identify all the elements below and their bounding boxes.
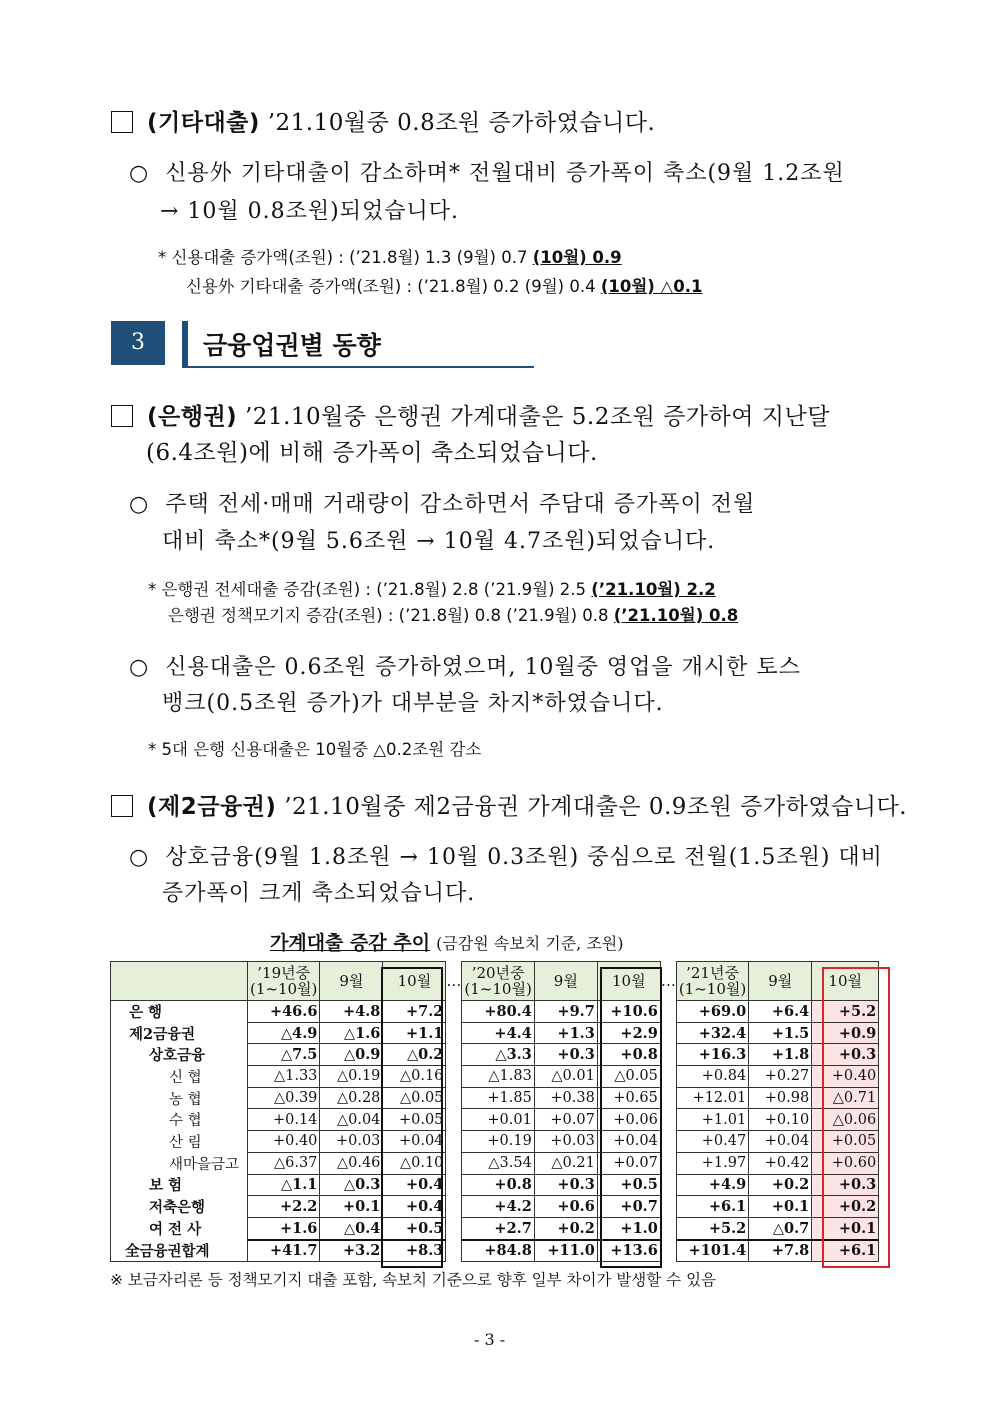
note-other-loans: [186, 273, 702, 297]
para-nonbanks: [111, 788, 907, 821]
table-cell: +0.40: [248, 1131, 320, 1153]
note-emphasis: (’21.10월) 0.8: [613, 606, 739, 625]
table-cell: +8.3: [383, 1240, 446, 1262]
table-row: [111, 1174, 879, 1196]
table-cell: △1.83: [462, 1066, 534, 1088]
table-cell: +0.7: [597, 1196, 660, 1218]
checkbox-square-icon: [111, 795, 133, 817]
table-cell: +0.40: [812, 1066, 879, 1088]
table-cell: +1.85: [462, 1087, 534, 1109]
para-heading: (기타대출): [147, 110, 260, 136]
row-label: 여 전 사: [111, 1217, 248, 1239]
table-cell: +2.2: [248, 1196, 320, 1218]
note-text: * 신용대출 증가액(조원) : (’21.8월) 1.3 (9월) 0.7: [158, 248, 533, 267]
table-cell: +1.97: [676, 1152, 748, 1174]
table-cell: +0.01: [462, 1109, 534, 1131]
para-other-loans: [111, 104, 655, 137]
row-label: 全금융권합계: [111, 1240, 248, 1262]
table-cell: +1.3: [534, 1022, 597, 1044]
table-cell: +0.38: [534, 1087, 597, 1109]
row-label: 수 협: [111, 1109, 248, 1131]
bullet-cont: 뱅크(0.5조원 증가)가 대부분을 차지*하였습니다.: [162, 691, 664, 716]
table-cell: +101.4: [676, 1240, 748, 1262]
table-cell: +4.4: [462, 1022, 534, 1044]
table-cell: +0.2: [812, 1196, 879, 1218]
table-cell: +1.8: [749, 1044, 812, 1066]
table-cell: +0.84: [676, 1066, 748, 1088]
table-cell: △0.05: [383, 1087, 446, 1109]
table-cell: +0.10: [749, 1109, 812, 1131]
table-cell: △3.54: [462, 1152, 534, 1174]
table-cell: △0.19: [320, 1066, 383, 1088]
column-gap: [446, 1087, 462, 1109]
row-label: 상호금융: [111, 1044, 248, 1066]
table-cell: +0.07: [534, 1109, 597, 1131]
table-cell: △0.39: [248, 1087, 320, 1109]
table-cell: +1.1: [383, 1022, 446, 1044]
note-policy-mortgage: [168, 602, 738, 626]
bullet-text: 주택 전세·매매 거래량이 감소하면서 주담대 증가폭이 전월: [165, 492, 756, 517]
table-cell: △1.6: [320, 1022, 383, 1044]
column-gap: [446, 1196, 462, 1218]
table-row: [111, 1240, 879, 1262]
table-cell: +0.4: [383, 1174, 446, 1196]
table-cell: +69.0: [676, 1001, 748, 1023]
table-cell: △0.16: [383, 1066, 446, 1088]
column-gap: [660, 1044, 676, 1066]
table-cell: +7.2: [383, 1001, 446, 1023]
column-gap: [446, 1066, 462, 1088]
table-cell: +16.3: [676, 1044, 748, 1066]
table-cell: +10.6: [597, 1001, 660, 1023]
bullet-cont: → 10월 0.8조원)되었습니다.: [160, 199, 459, 224]
table-cell: +0.05: [383, 1109, 446, 1131]
bullet-text: 상호금융(9월 1.8조원 → 10월 0.3조원) 중심으로 전월(1.5조원) 대비: [165, 845, 883, 870]
column-gap: [660, 1087, 676, 1109]
column-gap: [446, 1131, 462, 1153]
table-cell: +1.0: [597, 1217, 660, 1239]
row-label: 보 험: [111, 1174, 248, 1196]
table-cell: +0.1: [320, 1196, 383, 1218]
header-cell: [248, 962, 320, 1001]
table-cell: +3.2: [320, 1240, 383, 1262]
column-gap: [660, 1131, 676, 1153]
table-subtitle: (금감원 속보치 기준, 조원): [436, 934, 624, 953]
checkbox-square-icon: [111, 111, 133, 133]
bullet-text: 신용대출은 0.6조원 증가하였으며, 10월중 영업을 개시한 토스: [165, 655, 801, 680]
table-cell: +0.47: [676, 1131, 748, 1153]
header-cell: [462, 962, 534, 1001]
table-cell: +0.3: [534, 1174, 597, 1196]
column-gap: [660, 1196, 676, 1218]
table-cell: +0.14: [248, 1109, 320, 1131]
table-row: [111, 1044, 879, 1066]
table-cell: +0.3: [534, 1044, 597, 1066]
table-cell: △0.28: [320, 1087, 383, 1109]
bullet-mutual-finance: [129, 840, 883, 871]
table-cell: +41.7: [248, 1240, 320, 1262]
header-label: ’19년중 (1~10월): [250, 964, 318, 998]
table-cell: +0.06: [597, 1109, 660, 1131]
column-gap: [660, 1066, 676, 1088]
table-cell: +0.07: [597, 1152, 660, 1174]
table-cell: +0.8: [462, 1174, 534, 1196]
column-gap: [446, 1152, 462, 1174]
table-cell: +0.9: [812, 1022, 879, 1044]
column-gap: [660, 1109, 676, 1131]
note-credit-loans: [158, 244, 622, 268]
table-cell: +84.8: [462, 1240, 534, 1262]
table-cell: △0.21: [534, 1152, 597, 1174]
table-cell: △0.2: [383, 1044, 446, 1066]
table-cell: +32.4: [676, 1022, 748, 1044]
page-number: - 3 -: [474, 1330, 506, 1349]
column-gap: [446, 1109, 462, 1131]
row-label: 제2금융권: [111, 1022, 248, 1044]
header-gap: …: [660, 962, 676, 1001]
section-title: 금융업권별 동향: [203, 331, 381, 360]
table-cell: △0.4: [320, 1217, 383, 1239]
header-cell: 9월: [749, 962, 812, 1001]
table-cell: △0.05: [597, 1066, 660, 1088]
table-cell: +0.8: [597, 1044, 660, 1066]
table-cell: +0.04: [597, 1131, 660, 1153]
table-row: [111, 1109, 879, 1131]
table-cell: +12.01: [676, 1087, 748, 1109]
table-cell: +4.2: [462, 1196, 534, 1218]
table-title: [270, 928, 624, 955]
household-loan-table: [110, 961, 879, 1262]
row-label: 농 협: [111, 1087, 248, 1109]
circle-bullet-icon: ○: [129, 161, 150, 186]
table-cell: +0.60: [812, 1152, 879, 1174]
table-cell: +0.65: [597, 1087, 660, 1109]
para-text: ’21.10월중 0.8조원 증가하였습니다.: [259, 110, 656, 136]
column-gap: [660, 1174, 676, 1196]
table-cell: △0.10: [383, 1152, 446, 1174]
row-label: 신 협: [111, 1066, 248, 1088]
table-cell: +0.05: [812, 1131, 879, 1153]
table-cell: △0.06: [812, 1109, 879, 1131]
row-label: 은 행: [111, 1001, 248, 1023]
table-cell: +0.03: [320, 1131, 383, 1153]
note-top5-banks: * 5대 은행 신용대출은 10월중 △0.2조원 감소: [148, 740, 482, 759]
column-gap: [446, 1001, 462, 1023]
table-cell: +0.19: [462, 1131, 534, 1153]
section-divider: [182, 321, 188, 367]
bullet-text: 신용外 기타대출이 감소하며* 전월대비 증가폭이 축소(9월 1.2조원: [165, 161, 845, 186]
bullet-mortgage: [129, 487, 755, 518]
table-cell: +1.5: [749, 1022, 812, 1044]
table-cell: +0.27: [749, 1066, 812, 1088]
table-cell: +0.03: [534, 1131, 597, 1153]
table-row: [111, 1087, 879, 1109]
table-cell: +13.6: [597, 1240, 660, 1262]
bullet-cont: 증가폭이 크게 축소되었습니다.: [162, 881, 476, 906]
header-label: ’20년중 (1~10월): [464, 964, 532, 998]
circle-bullet-icon: ○: [129, 655, 150, 680]
column-gap: [660, 1240, 676, 1262]
table-cell: +6.1: [812, 1240, 879, 1262]
table-cell: △0.46: [320, 1152, 383, 1174]
table-cell: +7.8: [749, 1240, 812, 1262]
header-cell: 9월: [320, 962, 383, 1001]
column-gap: [660, 1152, 676, 1174]
column-gap: [660, 1217, 676, 1239]
table-cell: +0.2: [749, 1174, 812, 1196]
table-row: [111, 1217, 879, 1239]
table-cell: +80.4: [462, 1001, 534, 1023]
table-cell: △7.5: [248, 1044, 320, 1066]
header-cell: 9월: [534, 962, 597, 1001]
table-cell: +4.8: [320, 1001, 383, 1023]
row-label: 저축은행: [111, 1196, 248, 1218]
table-cell: +2.9: [597, 1022, 660, 1044]
note-jeonse: [148, 576, 716, 600]
bullet-other-loans: [129, 156, 845, 187]
column-gap: [660, 1001, 676, 1023]
table-cell: +5.2: [676, 1217, 748, 1239]
table-row: [111, 1196, 879, 1218]
table-cell: +0.42: [749, 1152, 812, 1174]
checkbox-square-icon: [111, 405, 133, 427]
column-gap: [446, 1240, 462, 1262]
table-cell: +2.7: [462, 1217, 534, 1239]
table-body: [111, 1001, 879, 1262]
column-gap: [446, 1044, 462, 1066]
table-cell: +0.4: [383, 1196, 446, 1218]
row-label: 산 림: [111, 1131, 248, 1153]
header-gap: …: [446, 962, 462, 1001]
table-cell: △3.3: [462, 1044, 534, 1066]
table-cell: +0.5: [597, 1174, 660, 1196]
table-row: [111, 1066, 879, 1088]
header-corner: [111, 962, 248, 1001]
header-cell: 10월: [812, 962, 879, 1001]
table-footnote: ※ 보금자리론 등 정책모기지 대출 포함, 속보치 기준으로 향후 일부 차이가 발생할 수 있음: [110, 1271, 717, 1289]
table-cell: +0.6: [534, 1196, 597, 1218]
table-cell: +9.7: [534, 1001, 597, 1023]
table-title-text: 가계대출 증감 추이: [270, 932, 431, 954]
table-cell: △1.1: [248, 1174, 320, 1196]
header-cell: [676, 962, 748, 1001]
bullet-cont: 대비 축소*(9월 5.6조원 → 10월 4.7조원)되었습니다.: [162, 529, 716, 554]
table-cell: △4.9: [248, 1022, 320, 1044]
table-row: [111, 1152, 879, 1174]
table-cell: +11.0: [534, 1240, 597, 1262]
column-gap: [446, 1174, 462, 1196]
table-cell: +4.9: [676, 1174, 748, 1196]
table-cell: +1.6: [248, 1217, 320, 1239]
table-row: [111, 1022, 879, 1044]
para-text: ’21.10월중 제2금융권 가계대출은 0.9조원 증가하였습니다.: [276, 794, 907, 820]
table-header-row: [111, 962, 879, 1001]
row-label: 새마을금고: [111, 1152, 248, 1174]
table-cell: △0.04: [320, 1109, 383, 1131]
table-cell: +0.3: [812, 1044, 879, 1066]
table-cell: △0.9: [320, 1044, 383, 1066]
bullet-credit: [129, 650, 801, 681]
section-underline: [182, 366, 534, 368]
note-text: 신용外 기타대출 증가액(조원) : (’21.8월) 0.2 (9월) 0.4: [186, 277, 601, 296]
table-cell: +0.2: [534, 1217, 597, 1239]
column-gap: [446, 1022, 462, 1044]
para-heading: (은행권): [147, 404, 238, 430]
header-label: ’21년중 (1~10월): [678, 964, 747, 998]
table-cell: △1.33: [248, 1066, 320, 1088]
table-cell: +0.5: [383, 1217, 446, 1239]
table-cell: +6.1: [676, 1196, 748, 1218]
table-cell: +0.98: [749, 1087, 812, 1109]
table-cell: △0.01: [534, 1066, 597, 1088]
section-number: 3: [111, 321, 165, 365]
table-cell: △0.7: [749, 1217, 812, 1239]
para-heading: (제2금융권): [147, 794, 277, 820]
column-gap: [446, 1217, 462, 1239]
para-cont: (6.4조원)에 비해 증가폭이 축소되었습니다.: [146, 440, 598, 466]
note-emphasis: (10월) △0.1: [600, 277, 703, 296]
table-cell: △0.71: [812, 1087, 879, 1109]
header-cell: 10월: [383, 962, 446, 1001]
note-text: * 은행권 전세대출 증감(조원) : (’21.8월) 2.8 (’21.9월) 2.5: [148, 580, 592, 599]
table-row: [111, 1001, 879, 1023]
table-cell: +46.6: [248, 1001, 320, 1023]
column-gap: [660, 1022, 676, 1044]
note-emphasis: (’21.10월) 2.2: [591, 580, 716, 599]
note-text: 은행권 정책모기지 증감(조원) : (’21.8월) 0.8 (’21.9월) 0.8: [168, 606, 614, 625]
table-cell: +0.1: [749, 1196, 812, 1218]
table-cell: +1.01: [676, 1109, 748, 1131]
para-banks: [111, 398, 830, 431]
circle-bullet-icon: ○: [129, 492, 150, 517]
circle-bullet-icon: ○: [129, 845, 150, 870]
table-row: [111, 1131, 879, 1153]
table-cell: +5.2: [812, 1001, 879, 1023]
header-cell: 10월: [597, 962, 660, 1001]
para-text: ’21.10월중 은행권 가계대출은 5.2조원 증가하여 지난달: [237, 404, 830, 430]
table-cell: +0.04: [749, 1131, 812, 1153]
table-cell: +0.1: [812, 1217, 879, 1239]
table-cell: △0.3: [320, 1174, 383, 1196]
table-cell: △6.37: [248, 1152, 320, 1174]
table-cell: +6.4: [749, 1001, 812, 1023]
note-emphasis: (10월) 0.9: [532, 248, 622, 267]
table-cell: +0.3: [812, 1174, 879, 1196]
table-cell: +0.04: [383, 1131, 446, 1153]
